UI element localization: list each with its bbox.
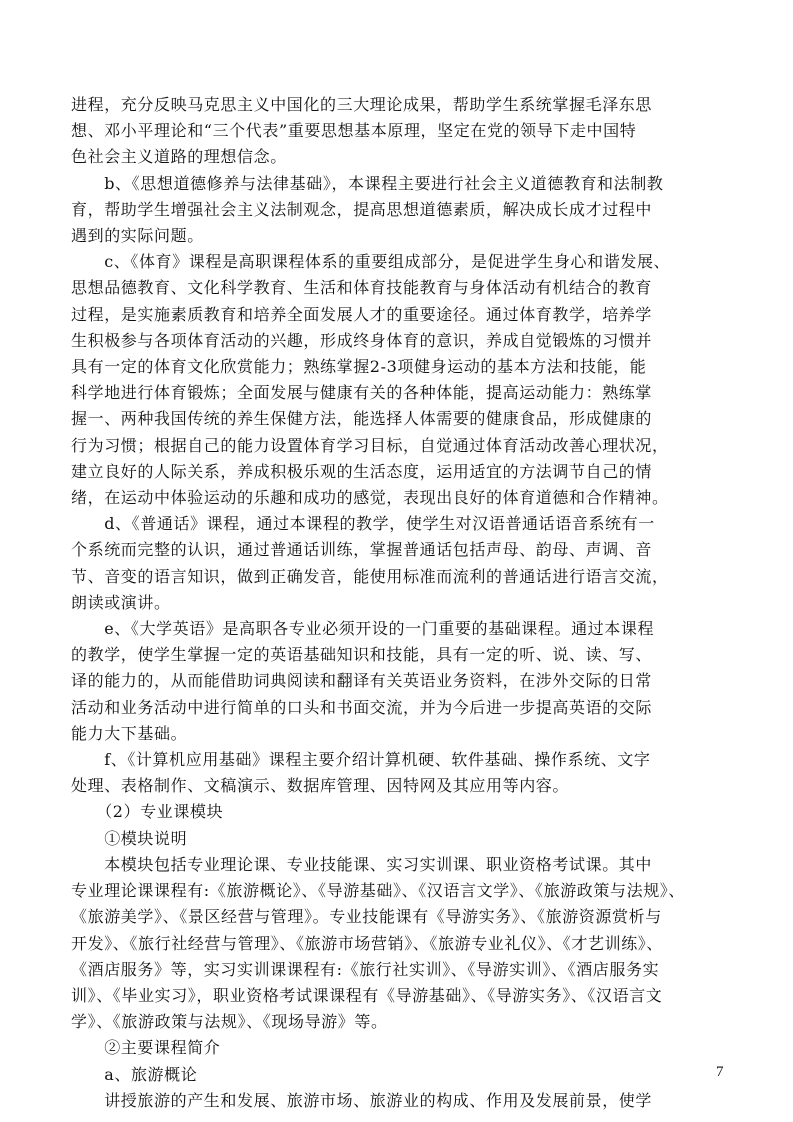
text-line: 学》、《旅游政策与法规》、《现场导游》等。 (71, 1012, 388, 1032)
text-line: 思想品德教育、文化科学教育、生活和体育技能教育与身体活动有机结合的教育 (71, 278, 653, 298)
paragraph (71, 92, 751, 171)
text-line: 的教学，使学生掌握一定的英语基础知识和技能，具有一定的听、说、读、写、 (71, 645, 653, 665)
paragraph (71, 747, 751, 799)
paragraph (71, 852, 751, 1035)
paragraph (71, 511, 751, 616)
text-line: 遇到的实际问题。 (71, 226, 204, 246)
text-line: 本模块包括专业理论课、专业技能课、实习实训课、职业资格考试课。其中 (71, 854, 653, 874)
paragraph (71, 1035, 751, 1061)
text-line: 想、邓小平理论和“三个代表”重要思想基本原理，坚定在党的领导下走中国特 (71, 121, 637, 141)
text-line: b、《思想道德修养与法律基础》，本课程主要进行社会主义道德教育和法制教 (71, 173, 664, 193)
text-line: 建立良好的人际关系，养成积极乐观的生活态度，运用适宜的方法调节自己的情 (71, 461, 653, 481)
paragraph (71, 616, 751, 747)
text-line: 《旅游美学》、《景区经营与管理》。专业技能课有《导游实务》、《旅游资源赏析与 (71, 907, 662, 927)
text-line: 讲授旅游的产生和发展、旅游市场、旅游业的构成、作用及发展前景，使学 (71, 1090, 653, 1110)
text-line: 开发》、《旅行社经营与管理》、《旅游市场营销》、《旅游专业礼仪》、《才艺训练》、 (71, 933, 664, 953)
text-line: 色社会主义道路的理想信念。 (71, 147, 287, 167)
text-line: 《酒店服务》等，实习实训课课程有:《旅行社实训》、《导游实训》、《酒店服务实 (71, 959, 660, 979)
page-number: 7 (716, 1064, 724, 1080)
text-line: 训》、《毕业实习》，职业资格考试课课程有《导游基础》、《导游实务》、《汉语言文 (71, 985, 663, 1005)
paragraph (71, 826, 751, 852)
text-line: 具有一定的体育文化欣赏能力；熟练掌握2-3项健身运动的基本方法和技能，能 (71, 357, 647, 377)
text-line: 科学地进行体育锻炼；全面发展与健康有关的各种体能，提高运动能力：熟练掌 (71, 383, 653, 403)
text-line: 生积极参与各项体育活动的兴趣，形成终身体育的意识，养成自觉锻炼的习惯并 (71, 330, 653, 350)
text-line: c、《体育》课程是高职课程体系的重要组成部分，是促进学生身心和谐发展、 (71, 252, 671, 272)
text-line: 过程，是实施素质教育和培养全面发展人才的重要途径。通过体育教学，培养学 (71, 304, 653, 324)
text-line: 握一、两种我国传统的养生保健方法，能选择人体需要的健康食品，形成健康的 (71, 409, 653, 429)
text-line: ①模块说明 (71, 828, 188, 848)
text-line: 处理、表格制作、文稿演示、数据库管理、因特网及其应用等内容。 (71, 776, 570, 796)
text-line: 育，帮助学生增强社会主义法制观念，提高思想道德素质，解决成长成才过程中 (71, 199, 653, 219)
text-line: 能力大下基础。 (71, 723, 188, 743)
text-line: 活动和业务活动中进行简单的口头和书面交流，并为今后进一步提高英语的交际 (71, 697, 653, 717)
text-line: 行为习惯；根据自己的能力设置体育学习目标，自觉通过体育活动改善心理状况， (71, 435, 669, 455)
text-line: 绪，在运动中体验运动的乐趣和成功的感觉，表现出良好的体育道德和合作精神。 (71, 488, 669, 508)
paragraph (71, 1062, 751, 1088)
text-line: 译的能力的，从而能借助词典阅读和翻译有关英语业务资料，在涉外交际的日常 (71, 671, 653, 691)
text-line: f、《计算机应用基础》课程主要介绍计算机硬、软件基础、操作系统、文字 (71, 750, 651, 770)
paragraph (71, 249, 751, 511)
text-line: ②主要课程简介 (71, 1038, 221, 1058)
paragraph (71, 799, 751, 825)
text-line: 个系统而完整的认识，通过普通话训练，掌握普通话包括声母、韵母、声调、音 (71, 540, 653, 560)
text-line: 进程，充分反映马克思主义中国化的三大理论成果，帮助学生系统掌握毛泽东思 (71, 95, 653, 114)
text-line: （2）专业课模块 (71, 802, 224, 822)
text-line: d、《普通话》课程，通过本课程的教学，使学生对汉语普通话语音系统有一 (71, 514, 655, 534)
body-text (71, 92, 751, 1114)
paragraph (71, 171, 751, 250)
text-line: e、《大学英语》是高职各专业必须开设的一门重要的基础课程。通过本课程 (71, 619, 655, 639)
text-line: 朗读或演讲。 (71, 592, 171, 612)
text-line: a、旅游概论 (71, 1064, 198, 1084)
paragraph (71, 1088, 751, 1114)
text-line: 专业理论课课程有:《旅游概论》、《导游基础》、《汉语言文学》、《旅游政策与法规》、 (71, 881, 685, 901)
text-line: 节、音变的语言知识，做到正确发音，能使用标准而流利的普通话进行语言交流， (71, 566, 669, 586)
